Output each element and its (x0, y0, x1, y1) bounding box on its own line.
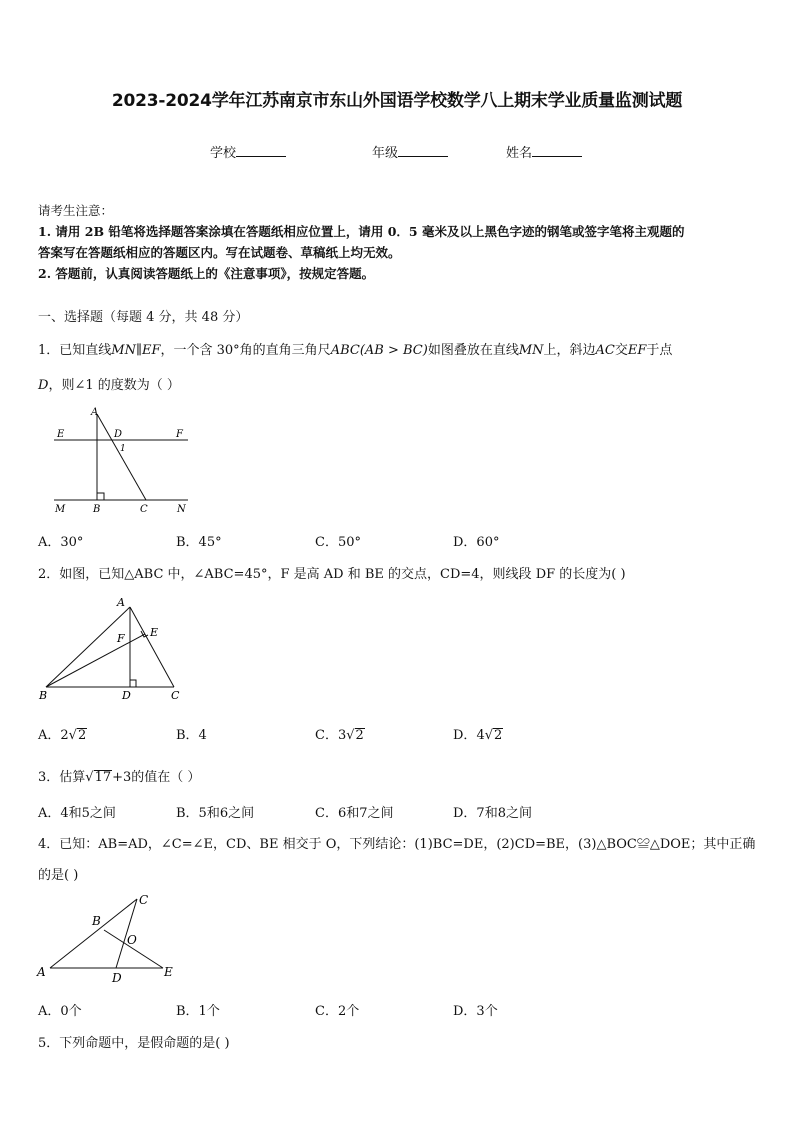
q2-label-e: E (150, 626, 159, 639)
q1-option-a[interactable]: A．30° (38, 535, 84, 550)
q2-option-b[interactable]: B．4 (176, 728, 207, 743)
q1-label-b: B (93, 504, 101, 515)
q3-option-b[interactable]: B．5和6之间 (176, 806, 255, 821)
q1-text-f: 于点 (646, 343, 673, 358)
q1-label-m: M (55, 504, 66, 515)
q1-label-e: E (57, 429, 65, 440)
q2-figure (36, 592, 186, 702)
q3-radicand: 17 (94, 770, 112, 785)
line-ac (50, 899, 137, 968)
side-ac (130, 607, 174, 687)
q3-text-pre: 3．估算 (38, 770, 86, 785)
q1-ef-2: EF (627, 343, 647, 358)
q2-option-a-prefix: A． (38, 728, 61, 743)
q1-ac: AC (595, 343, 615, 358)
q1-text-a: 1．已知直线 (38, 343, 112, 358)
q4-label-d: D (112, 971, 122, 985)
right-angle-mark (97, 493, 104, 500)
section-heading: 一、选择题（每题 4 分，共 48 分） (38, 310, 249, 325)
notice-line-2: 答案写在答题纸相应的答题区内。写在试题卷、草稿纸上均无效。 (38, 245, 401, 260)
q4-option-d[interactable]: D．3个 (453, 1004, 498, 1019)
q2-label-a: A (117, 596, 125, 609)
notice-heading: 请考生注意： (38, 203, 114, 218)
q1-figure (50, 404, 200, 516)
q1-mn: MN (111, 343, 136, 358)
q1-text-d: 上，斜边 (543, 343, 596, 358)
q3-option-c[interactable]: C．6和7之间 (315, 806, 394, 821)
q1-label-d: D (114, 429, 123, 440)
q4-line-1: 4．已知：AB=AD，∠C=∠E，CD、BE 相交于 O，下列结论：(1)BC=DE，(2)CD=BE，(3)△BOC≌△DOE；其中正确 (38, 837, 756, 852)
school-blank[interactable] (236, 144, 286, 157)
grade-field[interactable] (372, 142, 448, 161)
q1-label-angle-1: 1 (120, 444, 126, 454)
q2-label-d: D (122, 689, 131, 702)
q1-condition: (AB > BC) (359, 343, 428, 358)
q4-label-e: E (164, 965, 173, 979)
q1-label-f: F (176, 429, 183, 440)
q1-line-2 (38, 374, 180, 393)
q1-label-c: C (140, 504, 148, 515)
q2-option-c[interactable]: C．3√2 (315, 728, 364, 743)
q2-option-d-radicand: 2 (494, 728, 503, 743)
page-title: 2023-2024学年江苏南京市东山外国语学校数学八上期末学业质量监测试题 (111, 91, 683, 111)
q1-d: D (38, 378, 49, 393)
q2-option-a-radicand: 2 (77, 728, 87, 743)
q1-option-b[interactable]: B．45° (176, 535, 222, 550)
notice-line-3: 2. 答题前，认真阅读答题纸上的《注意事项》，按规定答题。 (38, 266, 375, 281)
school-label: 学校 (210, 146, 237, 161)
q2-option-c-coef: 3 (337, 728, 347, 743)
q2-option-c-radicand: 2 (355, 728, 364, 743)
q1-abc: ABC (330, 343, 360, 358)
q3-text: 3．估算√17+3的值在（ ） (38, 770, 201, 785)
q2-text: 2．如图，已知△ABC 中，∠ABC=45°，F 是高 AD 和 BE 的交点，CD=4，则线段 DF 的长度为( ) (38, 567, 626, 582)
q4-line-2: 的是( ) (38, 868, 79, 883)
q1-text-g: ，则∠1 的度数为（ ） (48, 378, 180, 393)
q1-text-c: 如图叠放在直线 (427, 343, 519, 358)
q3-option-a[interactable]: A．4和5之间 (38, 806, 116, 821)
grade-label: 年级 (372, 146, 399, 161)
q1-ef: EF (141, 343, 161, 358)
q4-label-o: O (127, 933, 137, 947)
name-blank[interactable] (532, 144, 582, 157)
q4-option-b[interactable]: B．1个 (176, 1004, 220, 1019)
q4-label-a: A (37, 965, 46, 979)
right-angle-d (130, 680, 136, 687)
q1-text-b: ，一个含 30°角的直角三角尺 (160, 343, 331, 358)
hypotenuse-ac (97, 414, 146, 500)
q2-label-f: F (117, 632, 125, 645)
q4-option-c[interactable]: C．2个 (315, 1004, 360, 1019)
q2-label-c: C (171, 689, 180, 702)
grade-blank[interactable] (398, 144, 448, 157)
q4-figure (34, 890, 184, 986)
q4-option-a[interactable]: A．0个 (38, 1004, 82, 1019)
q3-text-post: +3的值在（ ） (112, 770, 201, 785)
name-field[interactable] (506, 142, 582, 161)
q1-option-c[interactable]: C．50° (315, 535, 361, 550)
q1-parallel: ∥ (135, 343, 142, 358)
q1-line-1 (38, 339, 672, 358)
q2-option-d-prefix: D． (453, 728, 477, 743)
name-label: 姓名 (506, 146, 533, 161)
q1-label-a: A (91, 407, 99, 418)
q5-text: 5．下列命题中，是假命题的是( ) (38, 1036, 230, 1051)
q2-option-d[interactable]: D．4√2 (453, 728, 503, 743)
side-ab (46, 607, 130, 687)
q4-label-c: C (139, 893, 149, 907)
q2-option-a-coef: 2 (60, 728, 69, 743)
notice-line-1: 1. 请用 2B 铅笔将选择题答案涂填在答题纸相应位置上，请用 0．5 毫米及以上黑色字迹的钢笔或签字笔将主观题的 (38, 224, 685, 239)
q1-option-d[interactable]: D．60° (453, 535, 500, 550)
q1-mn-2: MN (518, 343, 544, 358)
q4-label-b: B (92, 914, 101, 928)
q2-label-b: B (39, 689, 48, 702)
q1-label-n: N (177, 504, 186, 515)
q3-option-d[interactable]: D．7和8之间 (453, 806, 532, 821)
q1-text-e: 交 (614, 343, 628, 358)
school-field[interactable] (210, 142, 286, 161)
q2-option-c-prefix: C． (315, 728, 338, 743)
q2-option-a[interactable]: A．2√2 (38, 728, 87, 743)
q2-option-d-coef: 4 (476, 728, 485, 743)
